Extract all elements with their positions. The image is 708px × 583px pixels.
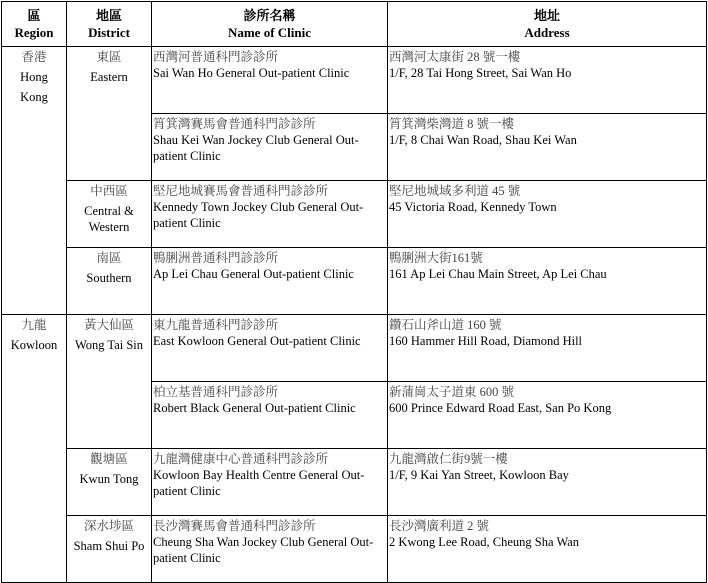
address-cell [388,47,707,114]
clinic-name-cell [152,114,388,181]
header-district [67,2,152,47]
region-en: Hong [20,70,48,84]
clinic-name-zh: 西灣河普通科門診診所 [153,50,279,64]
address-cell [388,516,707,583]
address-cell [388,114,707,181]
clinic-name-zh: 九龍灣健康中心普通科門診診所 [153,452,329,466]
header-address [388,2,707,47]
address-zh: 九龍灣啟仁街9號一樓 [389,452,508,466]
clinic-name-en: Robert Black General Out-patient Clinic [153,401,356,415]
district-en: Kwun Tong [79,472,139,486]
header-row [2,2,707,47]
district-en: Central & Western [84,204,134,234]
clinic-name-en: Ap Lei Chau General Out-patient Clinic [153,267,354,281]
table-row [2,248,707,315]
address-zh: 長沙灣廣利道 2 號 [389,519,490,533]
clinic-name-en: East Kowloon General Out-patient Clinic [153,334,361,348]
address-en: 2 Kwong Lee Road, Cheung Sha Wan [389,535,580,549]
district-en: Sham Shui Po [73,539,145,553]
table-row [2,516,707,583]
address-zh: 鑽石山斧山道 160 號 [389,318,502,332]
region-en: Kowloon [10,338,58,352]
clinic-name-en: Kennedy Town Jockey Club General Out-patient Clinic [153,200,364,230]
region-cell [2,315,67,583]
address-cell [388,382,707,449]
header-address-zh: 地址 [533,8,560,23]
clinic-name-cell [152,449,388,516]
header-region-en: Region [14,25,54,40]
clinic-name-zh: 堅尼地城賽馬會普通科門診診所 [153,184,329,198]
address-en: 161 Ap Lei Chau Main Street, Ap Lei Chau [389,267,607,281]
address-en: 45 Victoria Road, Kennedy Town [389,200,557,214]
table-row [2,315,707,382]
region-cell [2,47,67,315]
region-zh: 九龍 [21,318,47,332]
district-cell [67,315,152,449]
clinic-name-en: Kowloon Bay Health Centre General Out-patient Clinic [153,468,365,498]
district-cell [67,248,152,315]
district-zh: 東區 [96,50,122,64]
address-en: 1/F, 8 Chai Wan Road, Shau Kei Wan [389,133,577,147]
clinic-name-zh: 東九龍普通科門診診所 [153,318,279,332]
clinic-name-cell [152,248,388,315]
clinic-name-zh: 筲箕灣賽馬會普通科門診診所 [153,117,316,131]
address-zh: 鴨脷洲大街161號 [389,251,483,265]
clinic-table [1,1,707,583]
district-cell [67,181,152,248]
district-zh: 黃大仙區 [83,318,134,332]
address-cell [388,449,707,516]
clinic-name-cell [152,181,388,248]
district-cell [67,47,152,181]
address-zh: 西灣河太康街 28 號一樓 [389,50,521,64]
clinic-name-en: Shau Kei Wan Jockey Club General Out-patient Clinic [153,133,359,163]
address-en: 1/F, 28 Tai Hong Street, Sai Wan Ho [389,66,572,80]
address-cell [388,248,707,315]
table-row [2,47,707,114]
address-cell [388,181,707,248]
district-zh: 中西區 [90,184,128,198]
table-row [2,449,707,516]
district-zh: 觀塘區 [90,452,128,466]
header-clinic-zh: 診所名稱 [243,8,296,23]
table-row [2,181,707,248]
header-district-zh: 地區 [95,8,122,23]
clinic-name-zh: 柏立基普通科門診診所 [153,385,279,399]
header-address-en: Address [524,25,570,40]
district-en: Wong Tai Sin [74,338,144,352]
clinic-name-cell [152,516,388,583]
address-zh: 堅尼地城域多利道 45 號 [389,184,521,198]
clinic-name-en: Sai Wan Ho General Out-patient Clinic [153,66,350,80]
address-zh: 新蒲崗太子道東 600 號 [389,385,515,399]
clinic-name-cell [152,47,388,114]
header-clinic [152,2,388,47]
district-en: Southern [86,271,132,285]
header-region-zh: 區 [27,8,41,23]
clinic-name-en: Cheung Sha Wan Jockey Club General Out-patient Clinic [153,535,374,565]
region-en-2: Kong [20,90,48,104]
region-zh: 香港 [21,50,47,64]
district-zh: 南區 [96,251,122,265]
address-en: 600 Prince Edward Road East, San Po Kong [389,401,612,415]
clinic-name-cell [152,315,388,382]
header-district-en: District [88,25,130,40]
header-region [2,2,67,47]
district-cell [67,516,152,583]
address-zh: 筲箕灣柴灣道 8 號一樓 [389,117,515,131]
district-en: Eastern [90,70,128,84]
address-en: 1/F, 9 Kai Yan Street, Kowloon Bay [389,468,569,482]
address-cell [388,315,707,382]
address-en: 160 Hammer Hill Road, Diamond Hill [389,334,583,348]
header-clinic-en: Name of Clinic [227,25,312,40]
clinic-name-cell [152,382,388,449]
district-zh: 深水埗區 [83,519,134,533]
district-cell [67,449,152,516]
clinic-name-zh: 長沙灣賽馬會普通科門診診所 [153,519,316,533]
clinic-name-zh: 鴨脷洲普通科門診診所 [153,251,279,265]
